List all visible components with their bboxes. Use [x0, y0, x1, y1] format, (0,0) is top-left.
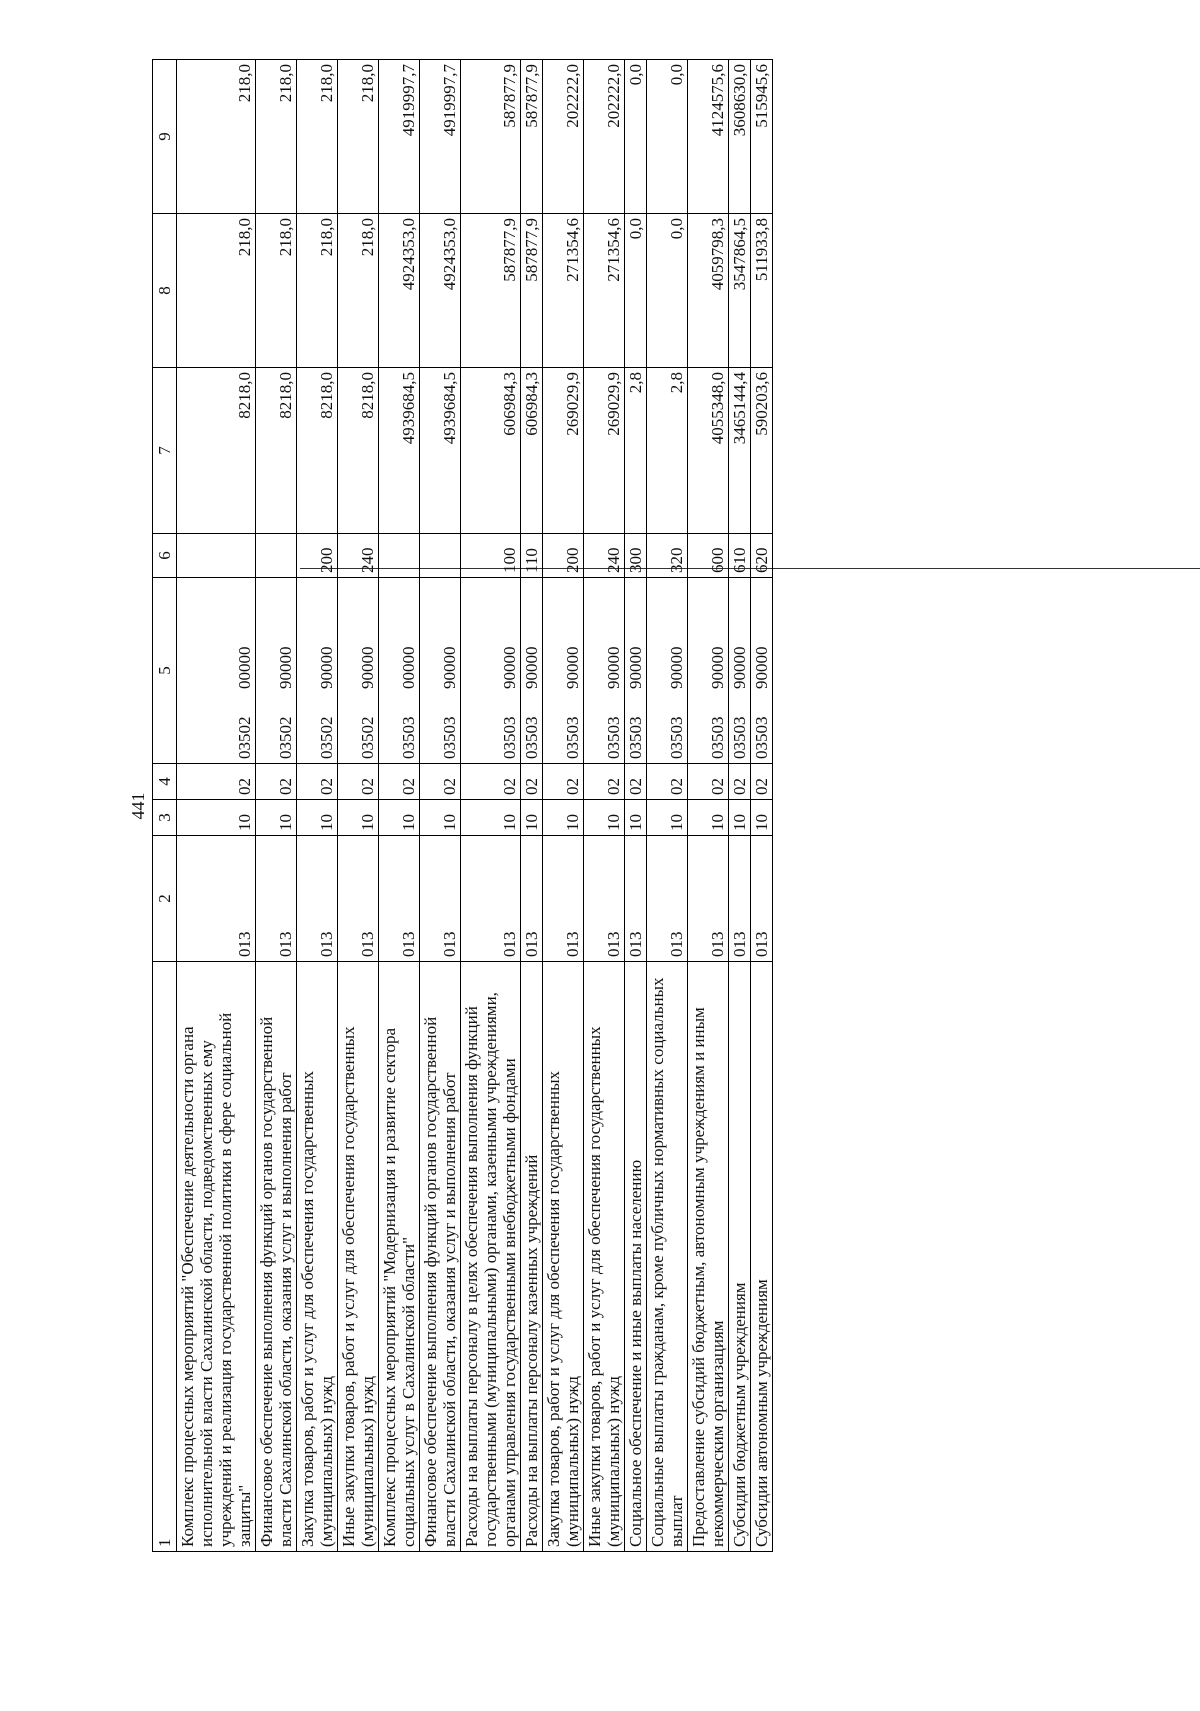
row-code-cell: 013	[688, 836, 729, 962]
row-value-cell: 3547864,5	[729, 214, 751, 368]
target-article-direction: 90000	[563, 646, 582, 689]
row-target-article-cell	[256, 578, 297, 764]
row-code-cell: 013	[625, 836, 647, 962]
row-name-cell: Комплекс процессных мероприятий "Обеспечение деятельности органа исполнительной власти Сахалинской области, подведомственных ему учреждений и реализация государственной политики в сфере социальной защиты"	[177, 962, 256, 1552]
row-code-cell: 013	[379, 836, 420, 962]
rotated-page	[128, 60, 1162, 1552]
row-value-cell: 4919997,7	[379, 60, 420, 214]
row-section-cell: 10	[647, 800, 688, 836]
row-name-cell: Субсидии бюджетным учреждениям	[729, 962, 751, 1552]
target-article-direction: 90000	[752, 646, 771, 689]
header-cell: 6	[153, 534, 177, 578]
target-article-program: 03502	[235, 716, 254, 759]
target-article-direction: 90000	[667, 646, 686, 689]
target-article-direction: 90000	[276, 646, 295, 689]
header-cell: 9	[153, 60, 177, 214]
row-subsection-cell: 02	[751, 764, 773, 800]
row-value-cell: 0,0	[625, 214, 647, 368]
target-article-program: 03503	[522, 716, 541, 759]
row-value-cell: 511933,8	[751, 214, 773, 368]
target-article-direction: 90000	[708, 646, 727, 689]
header-cell: 3	[153, 800, 177, 836]
row-section-cell: 10	[338, 800, 379, 836]
row-value-cell: 587877,9	[521, 214, 543, 368]
table-row	[420, 60, 461, 1552]
row-value-cell: 4924353,0	[379, 214, 420, 368]
row-expense-type-cell: 300	[625, 534, 647, 578]
row-subsection-cell: 02	[584, 764, 625, 800]
row-code-cell: 013	[751, 836, 773, 962]
header-cell: 2	[153, 836, 177, 962]
row-value-cell: 8218,0	[338, 368, 379, 534]
table-row	[379, 60, 420, 1552]
row-code-cell: 013	[729, 836, 751, 962]
row-value-cell: 202222,0	[584, 60, 625, 214]
row-subsection-cell: 02	[420, 764, 461, 800]
row-target-article-cell	[729, 578, 751, 764]
target-article-program: 03503	[730, 716, 749, 759]
target-article-program: 03503	[667, 716, 686, 759]
row-value-cell: 3608630,0	[729, 60, 751, 214]
row-subsection-cell: 02	[543, 764, 584, 800]
row-value-cell: 590203,6	[751, 368, 773, 534]
row-value-cell: 0,0	[647, 60, 688, 214]
table-row	[688, 60, 729, 1552]
row-section-cell: 10	[379, 800, 420, 836]
row-subsection-cell: 02	[729, 764, 751, 800]
row-value-cell: 606984,3	[461, 368, 521, 534]
target-article-program: 03503	[752, 716, 771, 759]
table-row	[338, 60, 379, 1552]
target-article-program: 03503	[708, 716, 727, 759]
header-cell: 7	[153, 368, 177, 534]
row-code-cell: 013	[521, 836, 543, 962]
row-expense-type-cell: 320	[647, 534, 688, 578]
row-value-cell: 218,0	[297, 214, 338, 368]
target-article-direction: 00000	[399, 646, 418, 689]
row-value-cell: 4059798,3	[688, 214, 729, 368]
row-code-cell: 013	[297, 836, 338, 962]
row-value-cell: 4124575,6	[688, 60, 729, 214]
table-row	[177, 60, 256, 1552]
row-name-cell: Расходы на выплаты персоналу казенных учреждений	[521, 962, 543, 1552]
row-value-cell: 218,0	[297, 60, 338, 214]
row-section-cell: 10	[297, 800, 338, 836]
row-value-cell: 2,8	[647, 368, 688, 534]
row-value-cell: 218,0	[256, 60, 297, 214]
row-subsection-cell: 02	[625, 764, 647, 800]
row-name-cell: Субсидии автономным учреждениям	[751, 962, 773, 1552]
header-cell: 5	[153, 578, 177, 764]
row-expense-type-cell: 610	[729, 534, 751, 578]
row-section-cell: 10	[521, 800, 543, 836]
row-target-article-cell	[338, 578, 379, 764]
row-name-cell: Социальное обеспечение и иные выплаты населению	[625, 962, 647, 1552]
row-code-cell: 013	[256, 836, 297, 962]
target-article-direction: 90000	[317, 646, 336, 689]
row-target-article-cell	[461, 578, 521, 764]
row-value-cell: 269029,9	[543, 368, 584, 534]
row-name-cell: Финансовое обеспечение выполнения функций органов государственной власти Сахалинской области, оказания услуг и выполнения работ	[420, 962, 461, 1552]
row-value-cell: 271354,6	[543, 214, 584, 368]
row-name-cell: Иные закупки товаров, работ и услуг для обеспечения государственных (муниципальных) нужд	[584, 962, 625, 1552]
row-value-cell: 2,8	[625, 368, 647, 534]
row-expense-type-cell: 240	[584, 534, 625, 578]
row-name-cell: Закупка товаров, работ и услуг для обеспечения государственных (муниципальных) нужд	[543, 962, 584, 1552]
target-article-program: 03503	[604, 716, 623, 759]
row-value-cell: 269029,9	[584, 368, 625, 534]
row-subsection-cell: 02	[461, 764, 521, 800]
row-value-cell: 8218,0	[177, 368, 256, 534]
row-value-cell: 4939684,5	[379, 368, 420, 534]
target-article-program: 03503	[500, 716, 519, 759]
row-code-cell: 013	[647, 836, 688, 962]
target-article-direction: 90000	[626, 646, 645, 689]
row-expense-type-cell: 200	[543, 534, 584, 578]
header-cell: 8	[153, 214, 177, 368]
row-subsection-cell: 02	[688, 764, 729, 800]
row-expense-type-cell: 110	[521, 534, 543, 578]
row-value-cell: 587877,9	[521, 60, 543, 214]
row-value-cell: 587877,9	[461, 60, 521, 214]
row-target-article-cell	[379, 578, 420, 764]
row-section-cell: 10	[420, 800, 461, 836]
row-subsection-cell: 02	[338, 764, 379, 800]
row-section-cell: 10	[177, 800, 256, 836]
header-row	[153, 60, 177, 1552]
table-row	[647, 60, 688, 1552]
row-target-article-cell	[543, 578, 584, 764]
row-name-cell: Финансовое обеспечение выполнения функций органов государственной власти Сахалинской области, оказания услуг и выполнения работ	[256, 962, 297, 1552]
row-section-cell: 10	[256, 800, 297, 836]
table-row	[625, 60, 647, 1552]
row-name-cell: Закупка товаров, работ и услуг для обеспечения государственных (муниципальных) нужд	[297, 962, 338, 1552]
row-subsection-cell: 02	[521, 764, 543, 800]
row-section-cell: 10	[461, 800, 521, 836]
budget-table	[152, 59, 773, 1552]
row-value-cell: 4939684,5	[420, 368, 461, 534]
target-article-program: 03502	[276, 716, 295, 759]
target-article-direction: 90000	[604, 646, 623, 689]
row-expense-type-cell: 600	[688, 534, 729, 578]
row-section-cell: 10	[543, 800, 584, 836]
row-name-cell: Предоставление субсидий бюджетным, автономным учреждениям и иным некоммерческим организациям	[688, 962, 729, 1552]
row-value-cell: 0,0	[625, 60, 647, 214]
table-row	[256, 60, 297, 1552]
row-target-article-cell	[647, 578, 688, 764]
row-target-article-cell	[297, 578, 338, 764]
row-value-cell: 218,0	[338, 60, 379, 214]
row-value-cell: 8218,0	[297, 368, 338, 534]
table-row	[297, 60, 338, 1552]
table-row	[751, 60, 773, 1552]
table-row	[461, 60, 521, 1552]
row-section-cell: 10	[751, 800, 773, 836]
row-expense-type-cell	[256, 534, 297, 578]
row-value-cell: 3465144,4	[729, 368, 751, 534]
header-cell: 1	[153, 962, 177, 1552]
row-name-cell: Иные закупки товаров, работ и услуг для обеспечения государственных (муниципальных) нужд	[338, 962, 379, 1552]
row-value-cell: 587877,9	[461, 214, 521, 368]
row-target-article-cell	[751, 578, 773, 764]
table-row	[729, 60, 751, 1552]
row-value-cell: 218,0	[177, 60, 256, 214]
row-code-cell: 013	[420, 836, 461, 962]
target-article-direction: 00000	[235, 646, 254, 689]
row-expense-type-cell: 200	[297, 534, 338, 578]
row-code-cell: 013	[338, 836, 379, 962]
target-article-direction: 90000	[500, 646, 519, 689]
row-value-cell: 4919997,7	[420, 60, 461, 214]
target-article-direction: 90000	[358, 646, 377, 689]
target-article-program: 03503	[563, 716, 582, 759]
row-target-article-cell	[688, 578, 729, 764]
row-value-cell: 271354,6	[584, 214, 625, 368]
row-code-cell: 013	[543, 836, 584, 962]
row-code-cell: 013	[177, 836, 256, 962]
row-name-cell: Расходы на выплаты персоналу в целях обеспечения выполнения функций государственными (муниципальными) органами, казенными учреждениями, органами управления государственными внебюджетными фондами	[461, 962, 521, 1552]
row-subsection-cell: 02	[647, 764, 688, 800]
row-expense-type-cell	[177, 534, 256, 578]
target-article-direction: 90000	[440, 646, 459, 689]
row-value-cell: 218,0	[338, 214, 379, 368]
row-value-cell: 202222,0	[543, 60, 584, 214]
row-subsection-cell: 02	[177, 764, 256, 800]
page-number: 441	[128, 792, 148, 820]
target-article-program: 03503	[399, 716, 418, 759]
row-expense-type-cell	[379, 534, 420, 578]
row-subsection-cell: 02	[297, 764, 338, 800]
row-section-cell: 10	[688, 800, 729, 836]
row-expense-type-cell: 100	[461, 534, 521, 578]
row-section-cell: 10	[584, 800, 625, 836]
row-value-cell: 515945,6	[751, 60, 773, 214]
target-article-program: 03502	[317, 716, 336, 759]
row-expense-type-cell: 620	[751, 534, 773, 578]
row-value-cell: 8218,0	[256, 368, 297, 534]
row-target-article-cell	[584, 578, 625, 764]
row-expense-type-cell: 240	[338, 534, 379, 578]
row-target-article-cell	[625, 578, 647, 764]
row-value-cell: 0,0	[647, 214, 688, 368]
row-code-cell: 013	[461, 836, 521, 962]
row-value-cell: 218,0	[177, 214, 256, 368]
row-subsection-cell: 02	[256, 764, 297, 800]
target-article-program: 03503	[440, 716, 459, 759]
row-subsection-cell: 02	[379, 764, 420, 800]
row-value-cell: 606984,3	[521, 368, 543, 534]
row-target-article-cell	[521, 578, 543, 764]
table-row	[543, 60, 584, 1552]
row-name-cell: Комплекс процессных мероприятий "Модернизация и развитие сектора социальных услуг в Сахалинской области"	[379, 962, 420, 1552]
row-value-cell: 218,0	[256, 214, 297, 368]
table-row	[584, 60, 625, 1552]
target-article-program: 03503	[626, 716, 645, 759]
row-section-cell: 10	[625, 800, 647, 836]
row-code-cell: 013	[584, 836, 625, 962]
target-article-program: 03502	[358, 716, 377, 759]
target-article-direction: 90000	[522, 646, 541, 689]
row-target-article-cell	[177, 578, 256, 764]
row-value-cell: 4055348,0	[688, 368, 729, 534]
row-target-article-cell	[420, 578, 461, 764]
header-cell: 4	[153, 764, 177, 800]
row-name-cell: Социальные выплаты гражданам, кроме публичных нормативных социальных выплат	[647, 962, 688, 1552]
table-row	[521, 60, 543, 1552]
target-article-direction: 90000	[730, 646, 749, 689]
row-section-cell: 10	[729, 800, 751, 836]
row-value-cell: 4924353,0	[420, 214, 461, 368]
row-expense-type-cell	[420, 534, 461, 578]
